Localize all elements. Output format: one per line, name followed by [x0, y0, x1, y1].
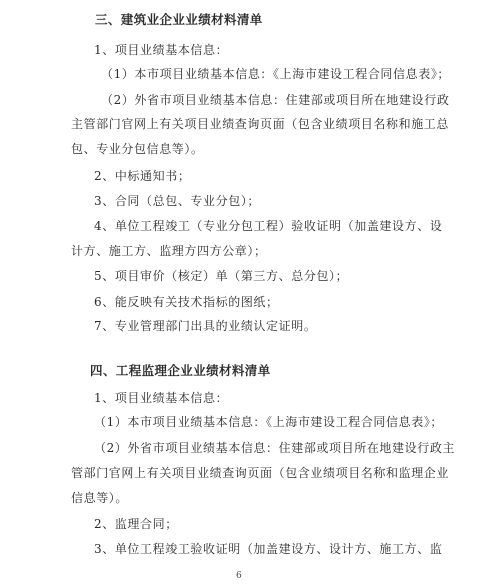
list-item: 2、监理合同；: [94, 517, 178, 531]
list-item: 5、项目审价（核定）单（第三方、总分包）；: [94, 269, 349, 283]
section-heading-4: 四、工程监理企业业绩材料清单: [90, 363, 271, 378]
page-number: 6: [236, 571, 243, 581]
list-item-continuation: 管部门官网上有关项目业绩查询页面（包含业绩项目名称和监理企业: [71, 466, 450, 480]
list-item: 4、单位工程竣工（专业分包工程）验收证明（加盖建设方、设: [94, 219, 443, 233]
list-item: 1、项目业绩基本信息：: [94, 43, 229, 57]
list-item: 1、项目业绩基本信息：: [94, 391, 229, 405]
list-item: 6、能反映有关技术指标的图纸；: [94, 295, 279, 309]
list-item: （2）外省市项目业绩基本信息：住建部或项目所在地建设行政: [101, 93, 450, 107]
list-item: （1）本市项目业绩基本信息：《上海市建设工程合同信息表》；: [101, 67, 451, 81]
list-item: 7、专业管理部门出具的业绩认定证明。: [94, 319, 317, 333]
section-heading-3: 三、建筑业企业业绩材料清单: [95, 12, 263, 27]
list-item-continuation: 主管部门官网上有关项目业绩查询页面（包含业绩项目名称和施工总: [71, 117, 450, 131]
list-item: 2、中标通知书；: [94, 169, 191, 183]
list-item-continuation: 计方、施工方、监理方四方公章）；: [71, 244, 267, 258]
list-item: （1）本市项目业绩基本信息：《上海市建设工程合同信息表》；: [94, 415, 444, 429]
list-item: （2）外省市项目业绩基本信息：住建部或项目所在地建设行政主: [94, 441, 456, 455]
list-item: 3、单位工程竣工验收证明（加盖建设方、设计方、施工方、监: [94, 542, 443, 556]
list-item: 3、合同（总包、专业分包）；: [94, 194, 261, 208]
list-item-continuation: 信息等）。: [71, 491, 129, 505]
list-item-continuation: 包、专业分包信息等）。: [71, 142, 204, 156]
